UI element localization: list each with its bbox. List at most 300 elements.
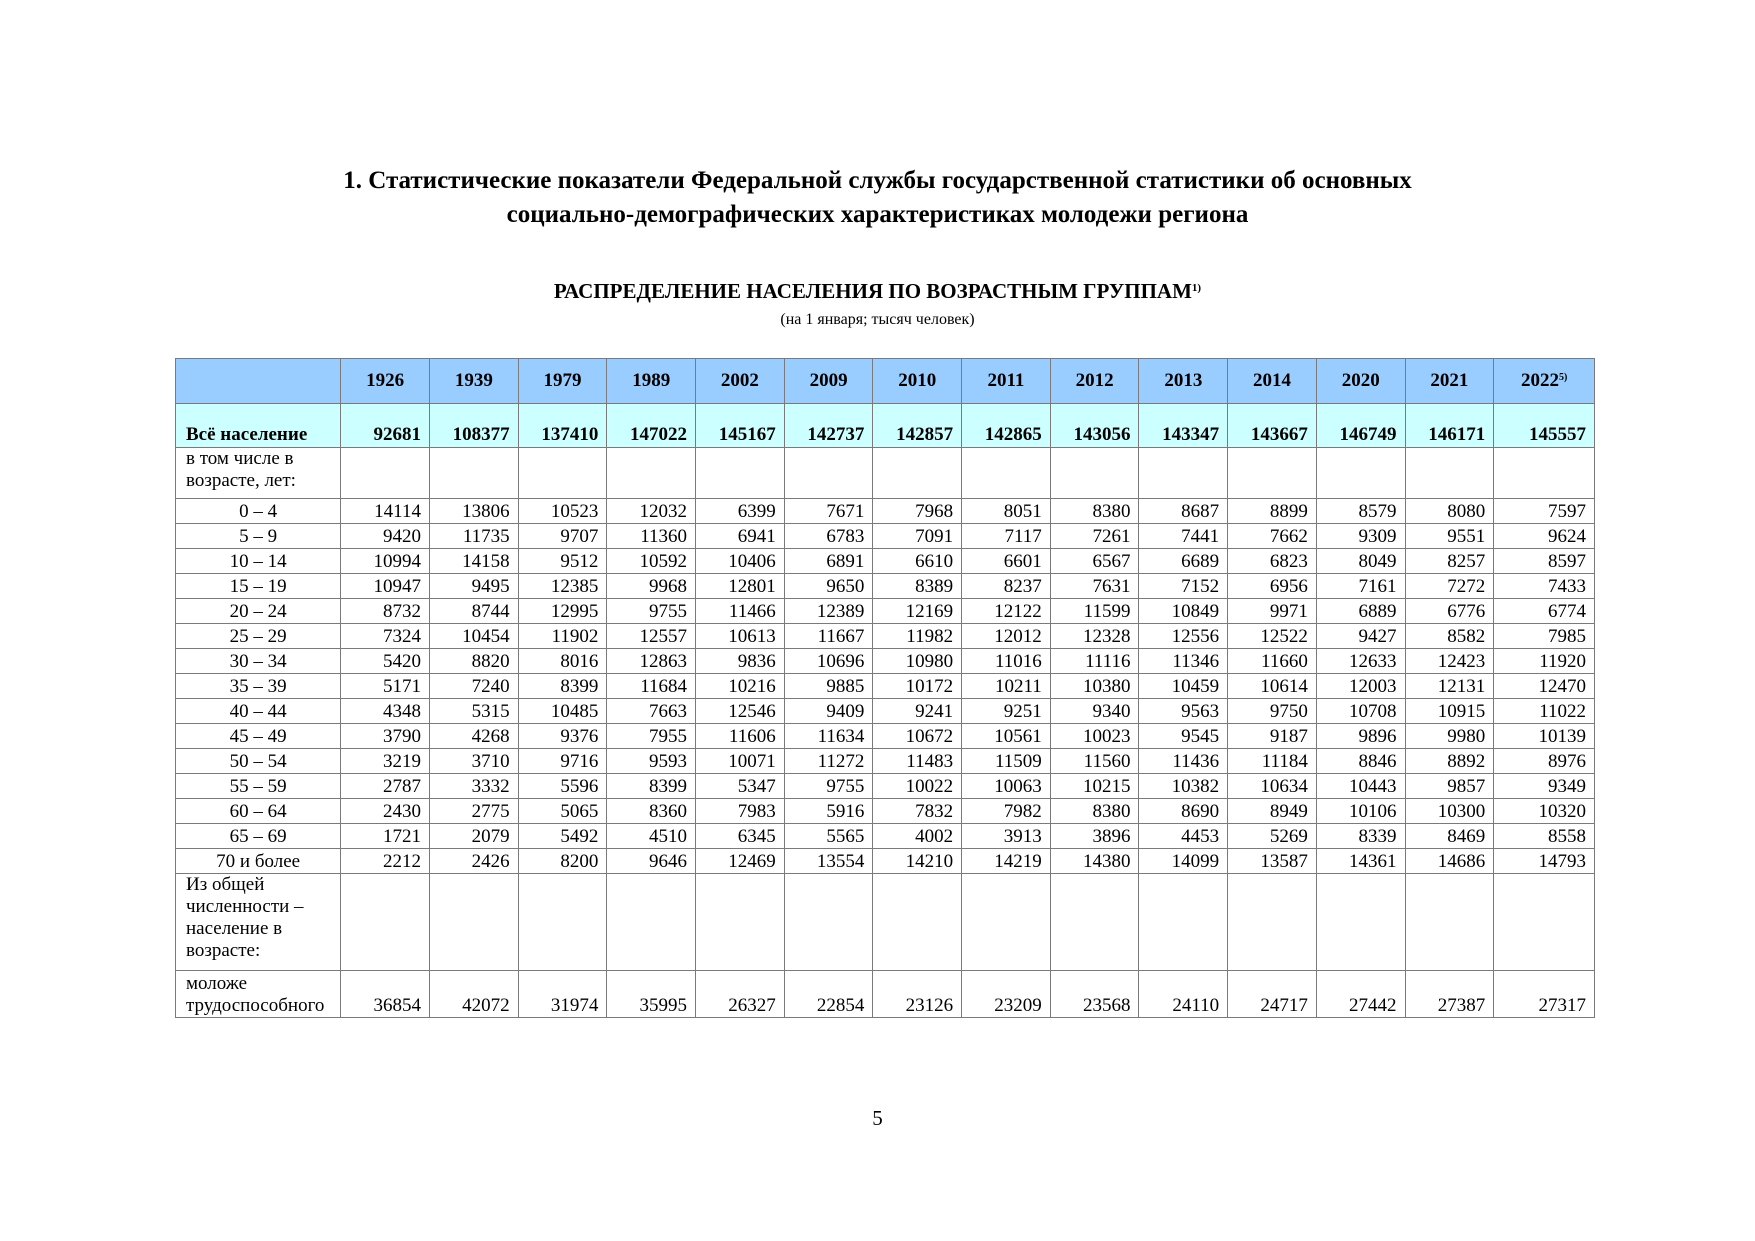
value-cell: 9968 (607, 574, 696, 599)
value-cell: 137410 (518, 404, 607, 448)
value-cell: 9187 (1228, 724, 1317, 749)
value-cell: 11667 (784, 624, 873, 649)
value-cell: 42072 (429, 971, 518, 1018)
value-cell: 8469 (1405, 824, 1494, 849)
empty-cell (696, 874, 785, 971)
empty-cell (1494, 874, 1595, 971)
value-cell: 14158 (429, 549, 518, 574)
year-header-cell (1050, 359, 1139, 404)
value-cell: 12131 (1405, 674, 1494, 699)
younger-working-age-row (176, 971, 1595, 1018)
including-ages-row (176, 448, 1595, 499)
empty-cell (784, 448, 873, 499)
section-label: в том числе в возрасте, лет: (176, 448, 341, 499)
value-cell: 26327 (696, 971, 785, 1018)
value-cell: 11436 (1139, 749, 1228, 774)
empty-cell (1050, 874, 1139, 971)
value-cell: 8732 (341, 599, 430, 624)
age-group-row (176, 674, 1595, 699)
value-cell: 12169 (873, 599, 962, 624)
value-cell: 8380 (1050, 499, 1139, 524)
value-cell: 8237 (962, 574, 1051, 599)
value-cell: 3219 (341, 749, 430, 774)
value-cell: 7955 (607, 724, 696, 749)
value-cell: 8744 (429, 599, 518, 624)
value-cell: 2212 (341, 849, 430, 874)
year-footnote: 5) (1558, 372, 1568, 383)
value-cell: 10994 (341, 549, 430, 574)
value-cell: 9896 (1316, 724, 1405, 749)
value-cell: 6776 (1405, 599, 1494, 624)
value-cell: 10406 (696, 549, 785, 574)
value-cell: 8579 (1316, 499, 1405, 524)
empty-cell (1405, 448, 1494, 499)
value-cell: 10947 (341, 574, 430, 599)
row-label: 45 – 49 (176, 724, 341, 749)
value-cell: 9340 (1050, 699, 1139, 724)
value-cell: 12995 (518, 599, 607, 624)
value-cell: 10071 (696, 749, 785, 774)
value-cell: 5171 (341, 674, 430, 699)
value-cell: 9857 (1405, 774, 1494, 799)
value-cell: 6567 (1050, 549, 1139, 574)
value-cell: 11660 (1228, 649, 1317, 674)
value-cell: 11346 (1139, 649, 1228, 674)
value-cell: 9755 (784, 774, 873, 799)
value-cell: 10139 (1494, 724, 1595, 749)
value-cell: 10459 (1139, 674, 1228, 699)
value-cell: 8899 (1228, 499, 1317, 524)
year-header-row (176, 359, 1595, 404)
value-cell: 10634 (1228, 774, 1317, 799)
value-cell: 8690 (1139, 799, 1228, 824)
value-cell: 14219 (962, 849, 1051, 874)
value-cell: 3896 (1050, 824, 1139, 849)
age-group-row (176, 624, 1595, 649)
value-cell: 10454 (429, 624, 518, 649)
value-cell: 9563 (1139, 699, 1228, 724)
value-cell: 5596 (518, 774, 607, 799)
empty-cell (1139, 874, 1228, 971)
value-cell: 6610 (873, 549, 962, 574)
value-cell: 11483 (873, 749, 962, 774)
value-cell: 12556 (1139, 624, 1228, 649)
empty-cell (1405, 874, 1494, 971)
value-cell: 13554 (784, 849, 873, 874)
value-cell: 35995 (607, 971, 696, 1018)
empty-cell (518, 448, 607, 499)
value-cell: 12801 (696, 574, 785, 599)
empty-cell (1228, 874, 1317, 971)
value-cell: 8389 (873, 574, 962, 599)
value-cell: 10022 (873, 774, 962, 799)
value-cell: 6783 (784, 524, 873, 549)
age-group-row (176, 549, 1595, 574)
year-label: 2020 (1341, 370, 1380, 391)
year-header-cell (1405, 359, 1494, 404)
row-label: 20 – 24 (176, 599, 341, 624)
year-label: 2013 (1164, 370, 1203, 391)
value-cell: 12546 (696, 699, 785, 724)
value-cell: 10561 (962, 724, 1051, 749)
value-cell: 9349 (1494, 774, 1595, 799)
value-cell: 8049 (1316, 549, 1405, 574)
table-title (0, 278, 1755, 304)
empty-cell (607, 448, 696, 499)
value-cell: 12633 (1316, 649, 1405, 674)
value-cell: 8846 (1316, 749, 1405, 774)
empty-cell (1494, 448, 1595, 499)
value-cell: 11272 (784, 749, 873, 774)
empty-cell (696, 448, 785, 499)
value-cell: 10849 (1139, 599, 1228, 624)
value-cell: 7671 (784, 499, 873, 524)
value-cell: 10915 (1405, 699, 1494, 724)
value-cell: 145167 (696, 404, 785, 448)
value-cell: 22854 (784, 971, 873, 1018)
row-label: Всё население (176, 404, 341, 448)
value-cell: 8080 (1405, 499, 1494, 524)
value-cell: 11360 (607, 524, 696, 549)
value-cell: 7261 (1050, 524, 1139, 549)
empty-cell (962, 874, 1051, 971)
value-cell: 10672 (873, 724, 962, 749)
value-cell: 10613 (696, 624, 785, 649)
value-cell: 6956 (1228, 574, 1317, 599)
empty-cell (341, 448, 430, 499)
value-cell: 27442 (1316, 971, 1405, 1018)
value-cell: 8558 (1494, 824, 1595, 849)
year-label: 2014 (1253, 370, 1291, 391)
value-cell: 31974 (518, 971, 607, 1018)
age-group-row (176, 599, 1595, 624)
value-cell: 12385 (518, 574, 607, 599)
value-cell: 5269 (1228, 824, 1317, 849)
of-total-row (176, 874, 1595, 971)
row-label: 0 – 4 (176, 499, 341, 524)
year-header-cell (341, 359, 430, 404)
value-cell: 8687 (1139, 499, 1228, 524)
value-cell: 142865 (962, 404, 1051, 448)
value-cell: 10523 (518, 499, 607, 524)
empty-cell (873, 874, 962, 971)
row-label: 55 – 59 (176, 774, 341, 799)
year-label: 2011 (987, 370, 1025, 391)
year-label: 1979 (543, 370, 582, 391)
value-cell: 27317 (1494, 971, 1595, 1018)
value-cell: 8399 (607, 774, 696, 799)
value-cell: 9750 (1228, 699, 1317, 724)
value-cell: 23568 (1050, 971, 1139, 1018)
value-cell: 8399 (518, 674, 607, 699)
value-cell: 10106 (1316, 799, 1405, 824)
value-cell: 146749 (1316, 404, 1405, 448)
heading-line-2: социально-демографических характеристиках молодежи региона (506, 201, 1249, 228)
value-cell: 10216 (696, 674, 785, 699)
value-cell: 27387 (1405, 971, 1494, 1018)
value-cell: 10300 (1405, 799, 1494, 824)
value-cell: 9241 (873, 699, 962, 724)
value-cell: 9495 (429, 574, 518, 599)
value-cell: 7441 (1139, 524, 1228, 549)
value-cell: 9593 (607, 749, 696, 774)
year-header-cell (1139, 359, 1228, 404)
value-cell: 8582 (1405, 624, 1494, 649)
value-cell: 3790 (341, 724, 430, 749)
empty-cell (1316, 448, 1405, 499)
value-cell: 3913 (962, 824, 1051, 849)
value-cell: 2426 (429, 849, 518, 874)
value-cell: 9376 (518, 724, 607, 749)
value-cell: 12557 (607, 624, 696, 649)
year-label: 2022 (1520, 370, 1559, 391)
value-cell: 14361 (1316, 849, 1405, 874)
year-header-cell (962, 359, 1051, 404)
value-cell: 2079 (429, 824, 518, 849)
value-cell: 12003 (1316, 674, 1405, 699)
empty-cell (429, 448, 518, 499)
value-cell: 24717 (1228, 971, 1317, 1018)
value-cell: 14210 (873, 849, 962, 874)
row-label: 5 – 9 (176, 524, 341, 549)
value-cell: 6689 (1139, 549, 1228, 574)
value-cell: 9420 (341, 524, 430, 549)
row-label: 40 – 44 (176, 699, 341, 724)
year-label: 2012 (1075, 370, 1114, 391)
value-cell: 143667 (1228, 404, 1317, 448)
value-cell: 10380 (1050, 674, 1139, 699)
empty-cell (429, 874, 518, 971)
value-cell: 10696 (784, 649, 873, 674)
value-cell: 9624 (1494, 524, 1595, 549)
value-cell: 4453 (1139, 824, 1228, 849)
value-cell: 11606 (696, 724, 785, 749)
value-cell: 7117 (962, 524, 1051, 549)
value-cell: 145557 (1494, 404, 1595, 448)
table-title-text: РАСПРЕДЕЛЕНИЕ НАСЕЛЕНИЯ ПО ВОЗРАСТНЫМ ГРУППАМ (553, 279, 1192, 303)
value-cell: 10980 (873, 649, 962, 674)
year-header-cell (1228, 359, 1317, 404)
empty-cell (962, 448, 1051, 499)
value-cell: 14114 (341, 499, 430, 524)
value-cell: 8820 (429, 649, 518, 674)
value-cell: 7983 (696, 799, 785, 824)
value-cell: 36854 (341, 971, 430, 1018)
value-cell: 6941 (696, 524, 785, 549)
row-label: 10 – 14 (176, 549, 341, 574)
year-label: 2002 (720, 370, 759, 391)
value-cell: 10215 (1050, 774, 1139, 799)
value-cell: 7982 (962, 799, 1051, 824)
total-population-row (176, 404, 1595, 448)
value-cell: 9512 (518, 549, 607, 574)
value-cell: 9755 (607, 599, 696, 624)
value-cell: 7240 (429, 674, 518, 699)
value-cell: 5565 (784, 824, 873, 849)
value-cell: 10023 (1050, 724, 1139, 749)
value-cell: 9650 (784, 574, 873, 599)
value-cell: 8339 (1316, 824, 1405, 849)
value-cell: 7663 (607, 699, 696, 724)
value-cell: 8892 (1405, 749, 1494, 774)
value-cell: 10592 (607, 549, 696, 574)
value-cell: 7832 (873, 799, 962, 824)
row-label: 50 – 54 (176, 749, 341, 774)
value-cell: 9545 (1139, 724, 1228, 749)
value-cell: 11902 (518, 624, 607, 649)
value-cell: 23209 (962, 971, 1051, 1018)
value-cell: 143347 (1139, 404, 1228, 448)
age-group-row (176, 774, 1595, 799)
value-cell: 2787 (341, 774, 430, 799)
table-units: (на 1 января; тысяч человек) (780, 311, 975, 328)
value-cell: 7324 (341, 624, 430, 649)
value-cell: 11560 (1050, 749, 1139, 774)
value-cell: 5065 (518, 799, 607, 824)
value-cell: 12012 (962, 624, 1051, 649)
value-cell: 9646 (607, 849, 696, 874)
value-cell: 142857 (873, 404, 962, 448)
age-group-row (176, 824, 1595, 849)
age-group-row (176, 699, 1595, 724)
value-cell: 147022 (607, 404, 696, 448)
value-cell: 9980 (1405, 724, 1494, 749)
empty-cell (1139, 448, 1228, 499)
empty-cell (873, 448, 962, 499)
value-cell: 108377 (429, 404, 518, 448)
heading-line-1: 1. Статистические показатели Федеральной службы государственной статистики об основных (343, 167, 1412, 194)
year-header-cell (518, 359, 607, 404)
year-header-cell (1316, 359, 1405, 404)
value-cell: 8976 (1494, 749, 1595, 774)
row-label: 25 – 29 (176, 624, 341, 649)
value-cell: 8360 (607, 799, 696, 824)
value-cell: 7161 (1316, 574, 1405, 599)
value-cell: 12032 (607, 499, 696, 524)
row-label: 60 – 64 (176, 799, 341, 824)
value-cell: 7272 (1405, 574, 1494, 599)
value-cell: 6601 (962, 549, 1051, 574)
value-cell: 2775 (429, 799, 518, 824)
value-cell: 6889 (1316, 599, 1405, 624)
value-cell: 6399 (696, 499, 785, 524)
row-label: 65 – 69 (176, 824, 341, 849)
empty-cell (1050, 448, 1139, 499)
empty-cell (518, 874, 607, 971)
year-label: 2010 (898, 370, 937, 391)
age-group-row (176, 524, 1595, 549)
year-label: 2021 (1430, 370, 1469, 391)
year-label: 2009 (809, 370, 848, 391)
value-cell: 9716 (518, 749, 607, 774)
value-cell: 5420 (341, 649, 430, 674)
value-cell: 5916 (784, 799, 873, 824)
value-cell: 12423 (1405, 649, 1494, 674)
value-cell: 5315 (429, 699, 518, 724)
value-cell: 11016 (962, 649, 1051, 674)
age-group-row (176, 574, 1595, 599)
value-cell: 14793 (1494, 849, 1595, 874)
value-cell: 10211 (962, 674, 1051, 699)
value-cell: 11599 (1050, 599, 1139, 624)
value-cell: 11184 (1228, 749, 1317, 774)
row-label: 15 – 19 (176, 574, 341, 599)
year-label: 1989 (632, 370, 671, 391)
value-cell: 10485 (518, 699, 607, 724)
value-cell: 9427 (1316, 624, 1405, 649)
value-cell: 8016 (518, 649, 607, 674)
page-number: 5 (872, 1106, 883, 1130)
row-label: 30 – 34 (176, 649, 341, 674)
value-cell: 9251 (962, 699, 1051, 724)
value-cell: 14686 (1405, 849, 1494, 874)
age-group-row (176, 649, 1595, 674)
value-cell: 11982 (873, 624, 962, 649)
value-cell: 7091 (873, 524, 962, 549)
year-header-cell (873, 359, 962, 404)
value-cell: 24110 (1139, 971, 1228, 1018)
empty-cell (784, 874, 873, 971)
year-label: 1926 (366, 370, 405, 391)
value-cell: 8380 (1050, 799, 1139, 824)
section-label: Из общей численности – население в возрасте: (176, 874, 341, 971)
value-cell: 10382 (1139, 774, 1228, 799)
value-cell: 11735 (429, 524, 518, 549)
value-cell: 6774 (1494, 599, 1595, 624)
value-cell: 9885 (784, 674, 873, 699)
value-cell: 4348 (341, 699, 430, 724)
value-cell: 9707 (518, 524, 607, 549)
value-cell: 10708 (1316, 699, 1405, 724)
value-cell: 142737 (784, 404, 873, 448)
header-corner-cell (176, 359, 341, 404)
value-cell: 4268 (429, 724, 518, 749)
value-cell: 12122 (962, 599, 1051, 624)
empty-cell (1228, 448, 1317, 499)
value-cell: 13806 (429, 499, 518, 524)
value-cell: 2430 (341, 799, 430, 824)
value-cell: 7968 (873, 499, 962, 524)
value-cell: 9971 (1228, 599, 1317, 624)
value-cell: 6891 (784, 549, 873, 574)
value-cell: 10443 (1316, 774, 1405, 799)
row-label: 35 – 39 (176, 674, 341, 699)
value-cell: 3332 (429, 774, 518, 799)
value-cell: 5492 (518, 824, 607, 849)
value-cell: 7662 (1228, 524, 1317, 549)
year-header-cell (607, 359, 696, 404)
value-cell: 8257 (1405, 549, 1494, 574)
value-cell: 12328 (1050, 624, 1139, 649)
value-cell: 12522 (1228, 624, 1317, 649)
empty-cell (341, 874, 430, 971)
value-cell: 8051 (962, 499, 1051, 524)
year-header-cell (1494, 359, 1595, 404)
year-header-cell (696, 359, 785, 404)
year-header-cell (429, 359, 518, 404)
value-cell: 146171 (1405, 404, 1494, 448)
value-cell: 8597 (1494, 549, 1595, 574)
value-cell: 11634 (784, 724, 873, 749)
age-group-row (176, 799, 1595, 824)
value-cell: 11466 (696, 599, 785, 624)
value-cell: 6823 (1228, 549, 1317, 574)
row-label: 70 и более (176, 849, 341, 874)
population-table (175, 358, 1595, 1018)
value-cell: 143056 (1050, 404, 1139, 448)
value-cell: 23126 (873, 971, 962, 1018)
value-cell: 10614 (1228, 674, 1317, 699)
